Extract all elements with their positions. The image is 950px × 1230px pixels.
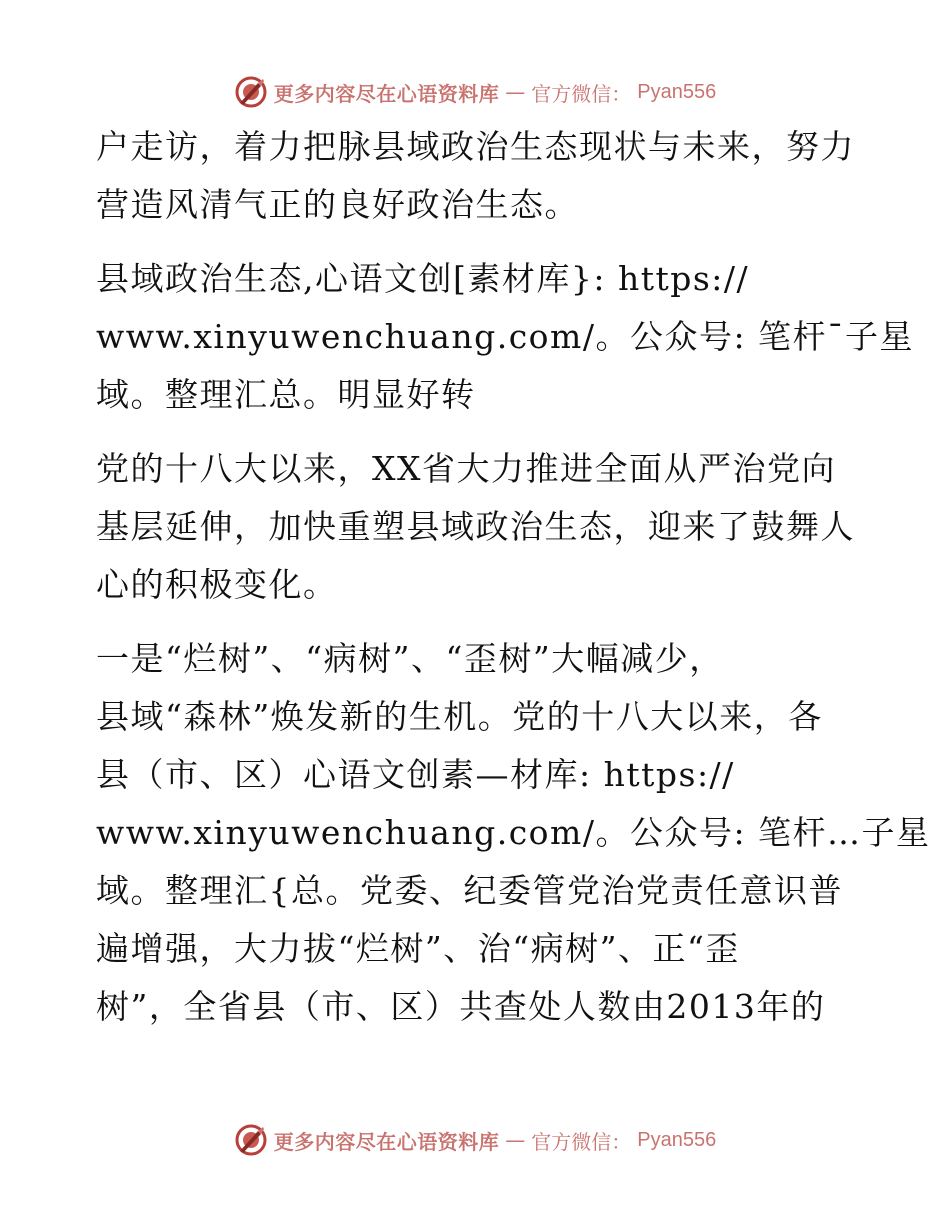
paragraph [96, 440, 856, 614]
text-line: 域。整理汇{总。党委、纪委管党治党责任意识普 [96, 871, 843, 910]
text-line: 党的十八大以来，XX省大力推进全面从严治党向 [96, 449, 836, 488]
header-banner [0, 72, 950, 112]
text-line: 一是“烂树”、“病树”、“歪树”大幅减少， [96, 639, 724, 678]
banner-slogan: 更多内容尽在心语资料库 [273, 1129, 500, 1154]
banner-content [234, 1123, 716, 1157]
paragraph [96, 118, 856, 234]
text-line: 基层延伸，加快重塑县域政治生态，迎来了鼓舞人 [96, 507, 855, 546]
banner-content [234, 75, 716, 109]
banner-slogan: 更多内容尽在心语资料库 [273, 81, 500, 106]
banner-wechat-label: 官方微信： [531, 1129, 632, 1154]
text-line: 营造风清气正的良好政治生态。 [96, 185, 579, 224]
text-line: 遍增强，大力拔“烂树”、治“病树”、正“歪 [96, 929, 740, 968]
document-body [96, 118, 931, 1052]
paragraph [96, 630, 931, 1036]
footer-banner [0, 1120, 950, 1160]
text-line: 县域“森林”焕发新的生机。党的十八大以来，各 [96, 697, 823, 736]
text-line: 域。整理汇总。明显好转 [96, 375, 476, 414]
text-line: www.xinyuwenchuang.com/。公众号: 笔杆¯子星 [96, 317, 915, 356]
text-line: 树”，全省县（市、区）共查处人数由2013年的 [96, 987, 826, 1026]
text-line: 县域政治生态,心语文创[素材库}: https:// [96, 259, 750, 298]
banner-dash: — [505, 1128, 526, 1152]
banner-wechat-label: 官方微信： [531, 81, 632, 106]
text-line: 县（市、区）心语文创素—材库: https:// [96, 755, 735, 794]
banner-dash: — [505, 80, 526, 104]
banner-wechat-id: Pyan556 [637, 1128, 717, 1151]
text-line: 户走访，着力把脉县域政治生态现状与未来，努力 [96, 127, 855, 166]
paragraph [96, 250, 915, 424]
banner-wechat-id: Pyan556 [637, 80, 717, 103]
pen-logo-icon [234, 1123, 268, 1157]
pen-logo-icon [234, 75, 268, 109]
text-line: 心的积极变化。 [96, 565, 338, 604]
text-line: www.xinyuwenchuang.com/。公众号: 笔杆…子星 [96, 813, 931, 852]
